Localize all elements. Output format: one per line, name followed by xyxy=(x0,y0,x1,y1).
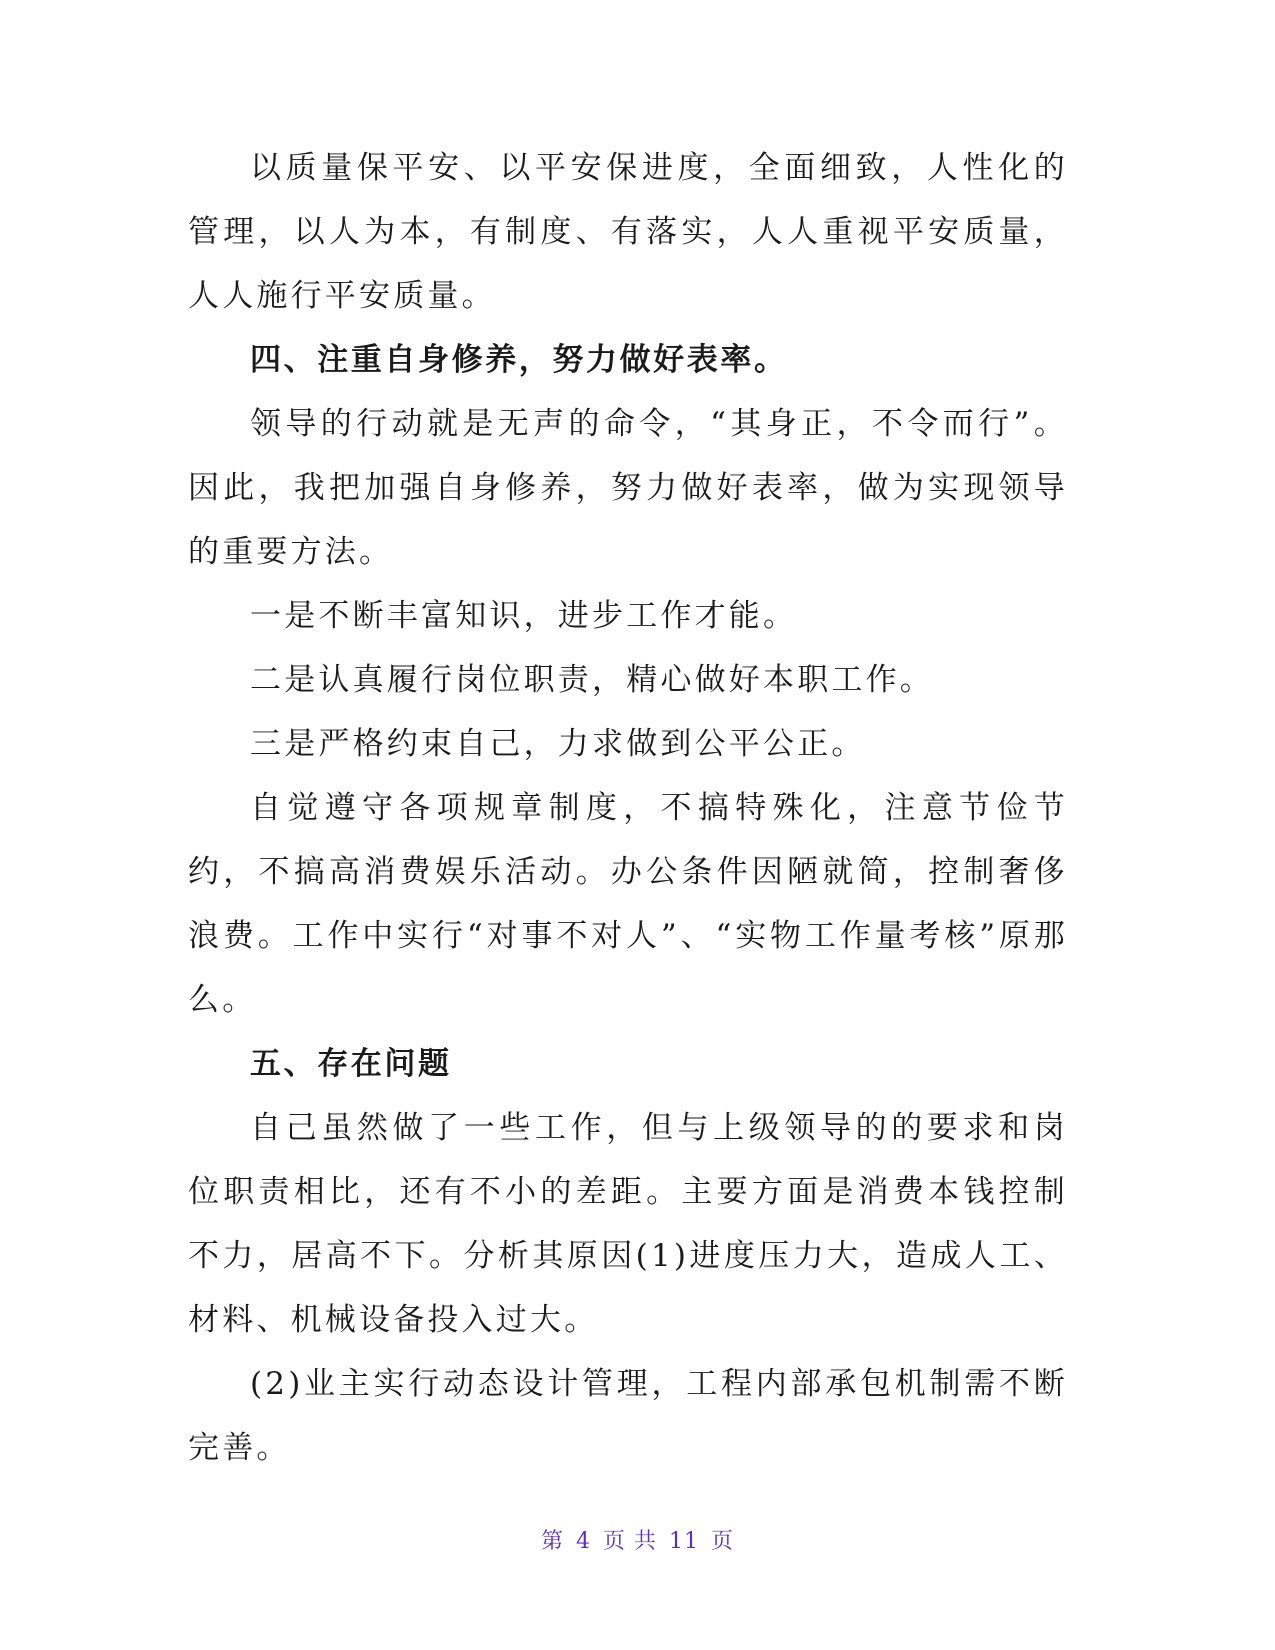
footer-total-pages: 11 xyxy=(669,1529,699,1554)
paragraph-problems: 自己虽然做了一些工作，但与上级领导的的要求和岗位职责相比，还有不小的差距。主要方面是消费本钱控制不力，居高不下。分析其原因(1)进度压力大，造成人工、材料、机械设备投入过大。 xyxy=(188,1110,1068,1338)
paragraph-discipline: 自觉遵守各项规章制度，不搞特殊化，注意节俭节约，不搞高消费娱乐活动。办公条件因陋就简，控制奢侈浪费。工作中实行“对事不对人”、“实物工作量考核”原那么。 xyxy=(188,790,1068,1018)
document-body xyxy=(188,136,1068,1480)
footer-prefix: 第 xyxy=(540,1529,564,1554)
list-item-2: 二是认真履行岗位职责，精心做好本职工作。 xyxy=(250,662,934,698)
paragraph-leadership-example: 领导的行动就是无声的命令，“其身正，不令而行”。因此，我把加强自身修养，努力做好表率，做为实现领导的重要方法。 xyxy=(188,406,1068,570)
footer-page-number: 4 xyxy=(576,1529,591,1554)
list-item-1: 一是不断丰富知识，进步工作才能。 xyxy=(250,598,798,634)
page-footer xyxy=(0,1524,1275,1555)
list-item-3: 三是严格约束自己，力求做到公平公正。 xyxy=(250,726,866,762)
paragraph-problem-2: (2)业主实行动态设计管理，工程内部承包机制需不断完善。 xyxy=(188,1366,1068,1466)
section-heading-5: 五、存在问题 xyxy=(250,1046,452,1082)
paragraph-safety-quality: 以质量保平安、以平安保进度，全面细致，人性化的管理，以人为本，有制度、有落实，人人重视平安质量，人人施行平安质量。 xyxy=(188,150,1068,314)
section-heading-4: 四、注重自身修养，努力做好表率。 xyxy=(250,342,788,378)
footer-suffix: 页 xyxy=(711,1529,735,1554)
footer-middle: 页 共 xyxy=(603,1529,657,1554)
